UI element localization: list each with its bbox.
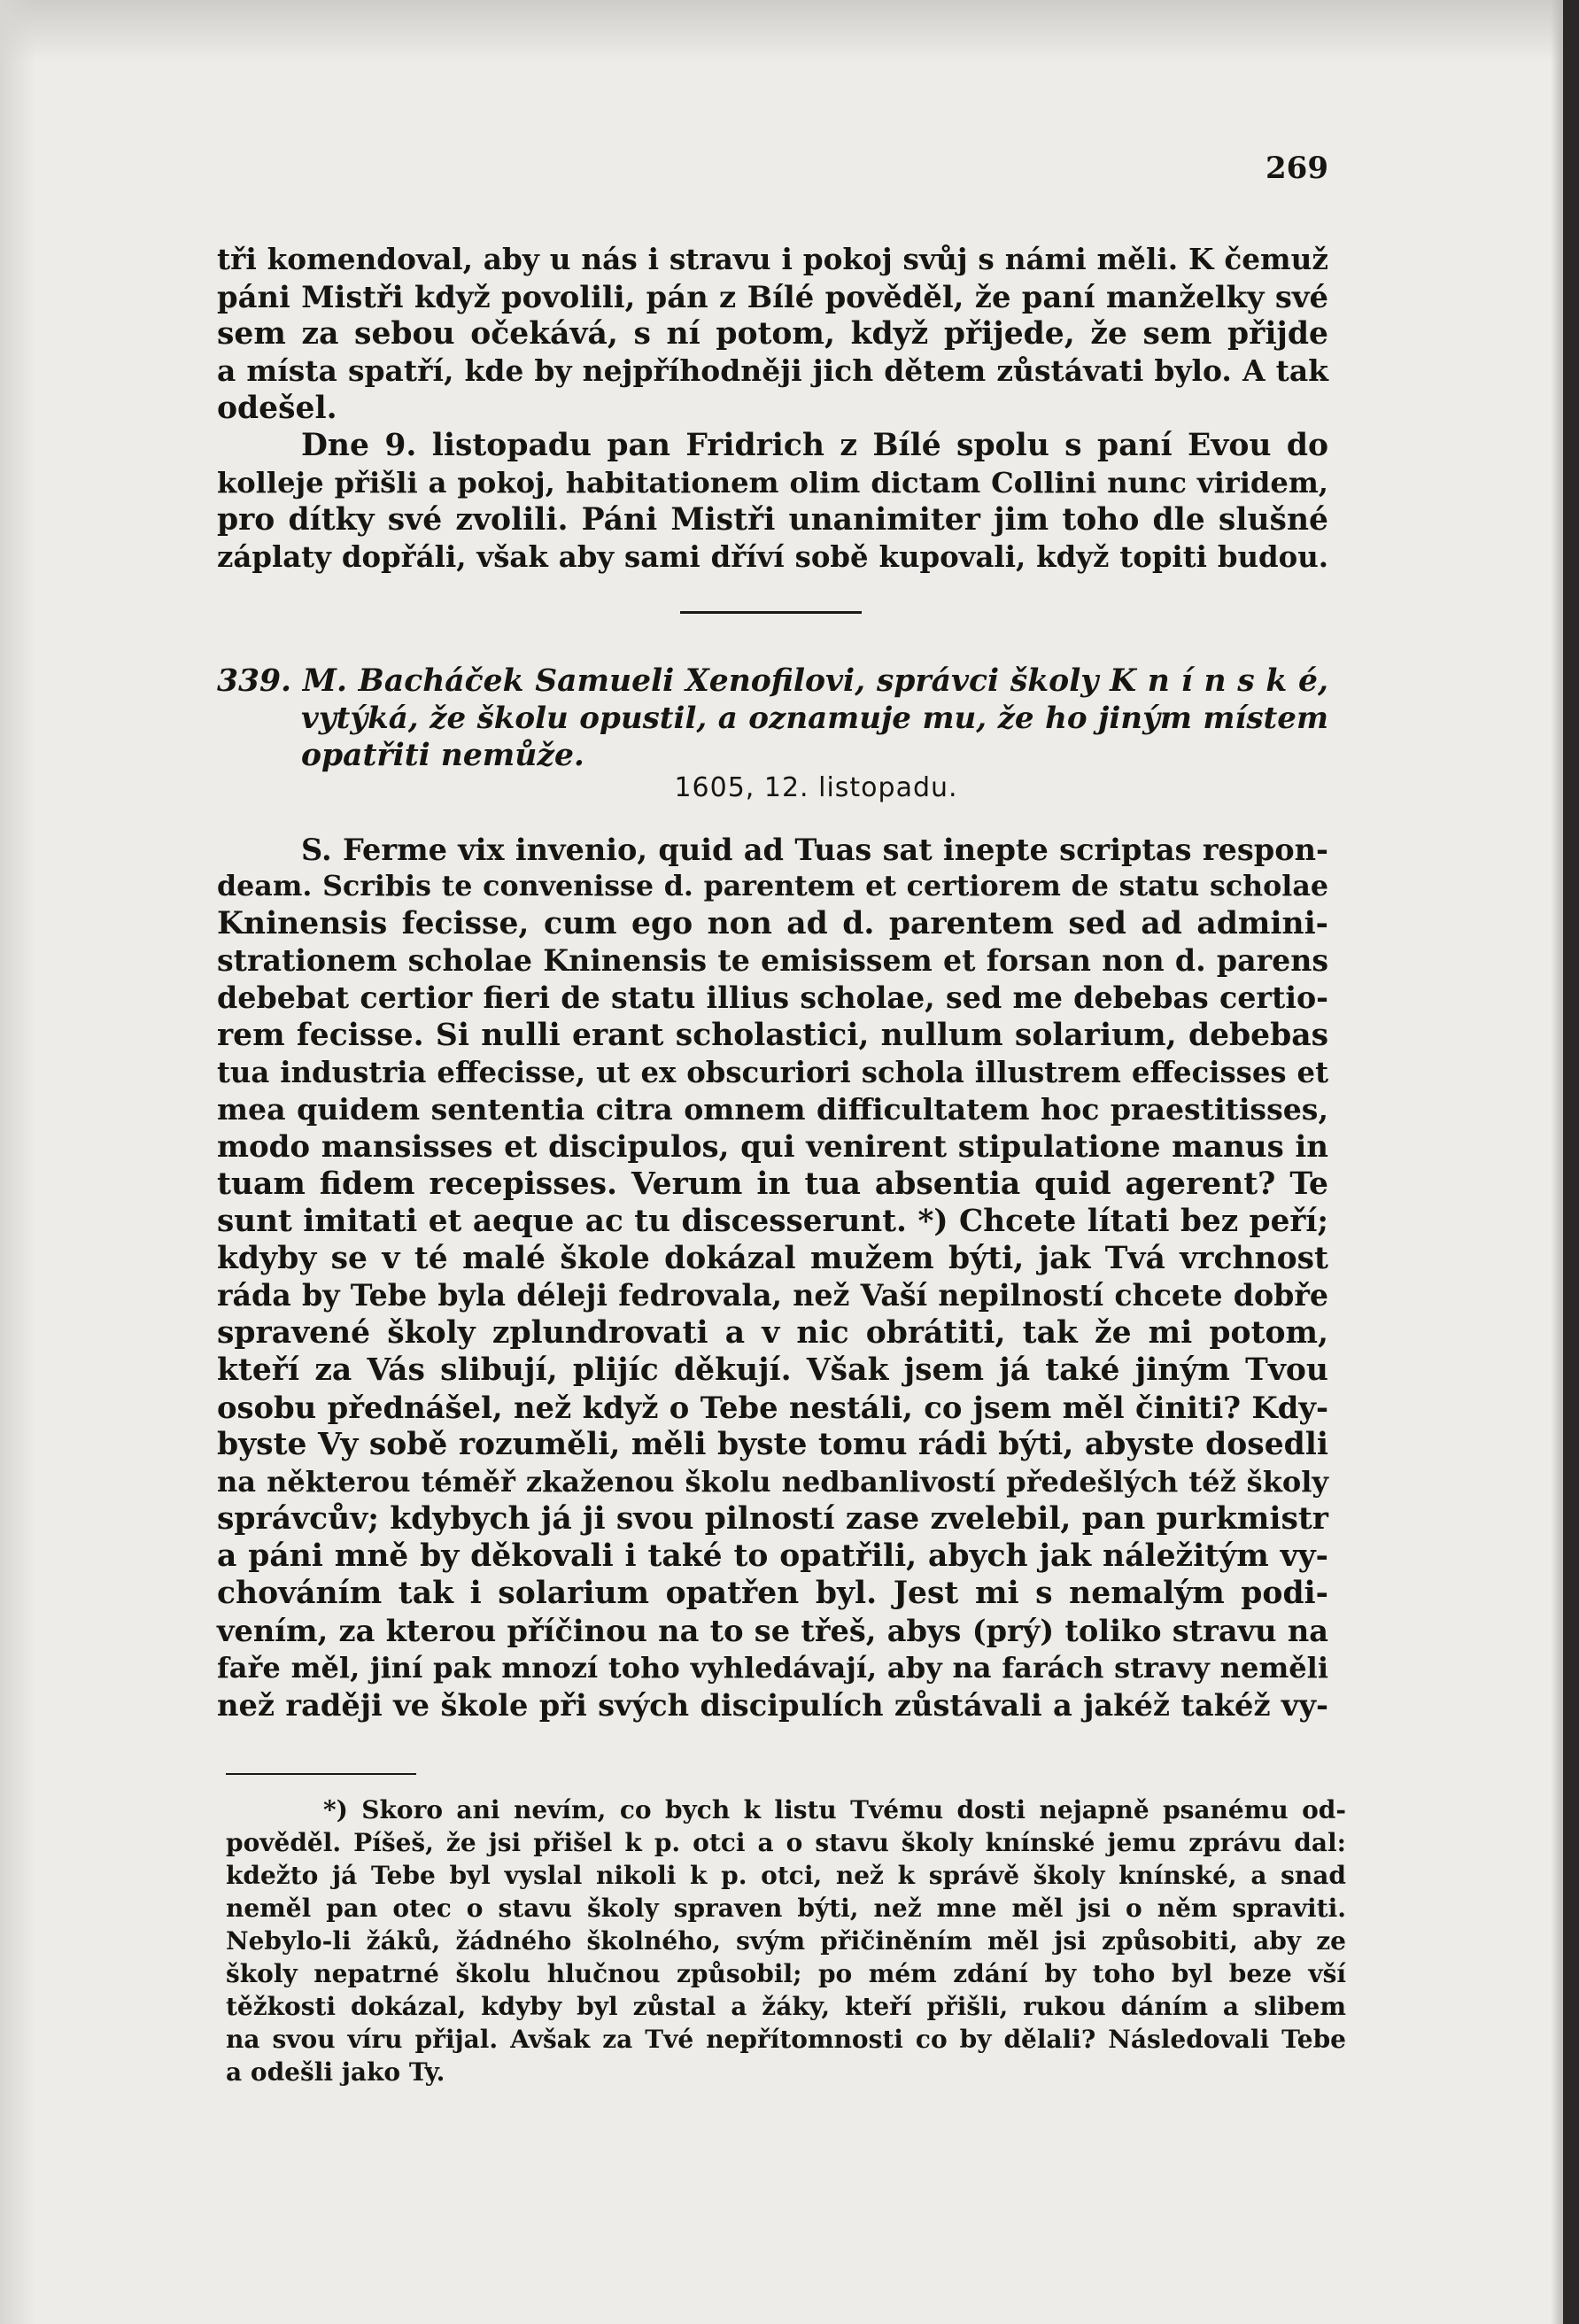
footnote-line: neměl pan otec o stavu školy spraven býti, než mne měl jsi o něm spraviti. xyxy=(226,1894,1346,1923)
text-line: S. Ferme vix invenio, quid ad Tuas sat inepte scriptas respon- xyxy=(301,832,1328,867)
heading-line: vytýká, že školu opustil, a oznamuje mu, že ho jiným místem xyxy=(301,701,1328,736)
text-line: tuam fidem recepisses. Verum in tua absentia quid agerent? Te xyxy=(217,1166,1328,1202)
footnote-line: *) Skoro ani nevím, co bych k listu Tvému dosti nejapně psanému od- xyxy=(323,1795,1346,1824)
footnote-divider xyxy=(226,1773,416,1775)
letter-date: 1605, 12. listopadu. xyxy=(674,772,958,803)
text-line: sem za sebou očekává, s ní potom, když přijede, že sem přijde xyxy=(217,316,1328,352)
text-line: a místa spatří, kde by nejpříhodněji jich dětem zůstávati bylo. A tak xyxy=(217,353,1328,388)
text-line: chováním tak i solarium opatřen byl. Jest mi s nemalým podi- xyxy=(217,1576,1328,1611)
page-number: 269 xyxy=(1266,151,1328,186)
footnote-line: na svou víru přijal. Avšak za Tvé nepřítomnosti co by dělali? Následovali Tebe xyxy=(226,2025,1346,2054)
text-line: mea quidem sententia citra omnem difficultatem hoc praestitisses, xyxy=(217,1092,1328,1127)
text-line: Dne 9. listopadu pan Fridrich z Bílé spolu s paní Evou do xyxy=(301,428,1328,463)
text-line: kolleje přišli a pokoj, habitationem olim dictam Collini nunc viridem, xyxy=(217,466,1328,500)
text-line: vením, za kterou příčinou na to se třeš, abys (prý) toliko stravu na xyxy=(217,1613,1328,1648)
footnote-line: těžkosti dokázal, kdyby byl zůstal a žáky, kteří přišli, rukou dáním a slibem xyxy=(226,1992,1346,2021)
text-line: spravené školy zplundrovati a v nic obrátiti, tak že mi potom, xyxy=(217,1315,1328,1351)
text-line: deam. Scribis te convenisse d. parentem et certiorem de statu scholae xyxy=(217,870,1328,902)
text-line: ráda by Tebe byla déleji fedrovala, než Vaší nepilností chcete dobře xyxy=(217,1278,1328,1313)
text-line: osobu přednášel, než když o Tebe nestáli, co jsem měl činiti? Kdy- xyxy=(217,1390,1328,1425)
text-line: debebat certior fieri de statu illius scholae, sed me debebas certio- xyxy=(217,980,1328,1015)
text-line: sunt imitati et aeque ac tu discesserunt. *) Chcete lítati bez peří; xyxy=(217,1204,1328,1239)
text-line: než raději ve škole při svých discipulích zůstávali a jakéž takéž vy- xyxy=(217,1687,1328,1723)
text-line: strationem scholae Kninensis te emisissem et forsan non d. parens xyxy=(217,943,1328,978)
footnote-line: a odešli jako Ty. xyxy=(226,2057,445,2087)
text-line: pro dítky své zvolili. Páni Mistři unanimiter jim toho dle slušné xyxy=(217,502,1328,538)
text-line: a páni mně by děkovali i také to opatřili, abych jak náležitým vy- xyxy=(217,1538,1328,1574)
scan-border-right xyxy=(1563,0,1579,2324)
scan-shadow-right xyxy=(1551,0,1563,2324)
text-line: rem fecisse. Si nulli erant scholastici, nullum solarium, debebas xyxy=(217,1018,1328,1053)
letter-body xyxy=(217,831,1328,1724)
text-line: modo mansisses et discipulos, qui venirent stipulatione manus in xyxy=(217,1129,1328,1165)
text-line: na některou téměř zkaženou školu nedbanlivostí předešlých též školy xyxy=(217,1465,1328,1499)
footnote xyxy=(226,1793,1346,2088)
text-line: správcův; kdybych já ji svou pilností zase zvelebil, pan purkmistr xyxy=(217,1501,1328,1537)
letter-heading xyxy=(217,662,1328,774)
footnote-line: školy nepatrné školu hlučnou způsobil; po mém zdání by toho byl beze vší xyxy=(226,1959,1346,1988)
text-line: kdyby se v té malé škole dokázal mužem býti, jak Tvá vrchnost xyxy=(217,1241,1328,1276)
scan-shadow-top xyxy=(0,0,1579,62)
text-line: odešel. xyxy=(217,391,337,426)
text-line: tři komendoval, aby u nás i stravu i pokoj svůj s námi měli. K čemuž xyxy=(217,242,1328,276)
text-line: Kninensis fecisse, cum ego non ad d. parentem sed ad admini- xyxy=(217,906,1328,941)
continuation-paragraph xyxy=(217,241,1328,427)
scan-shadow-left xyxy=(0,0,35,2324)
text-line: páni Mistři když povolili, pán z Bílé pověděl, že paní manželky své xyxy=(217,279,1328,314)
text-line: kteří za Vás slibují, plijíc děkují. Však jsem já také jiným Tvou xyxy=(217,1352,1328,1388)
heading-line: opatřiti nemůže. xyxy=(301,738,584,773)
text-line: byste Vy sobě rozuměli, měli byste tomu rádi býti, abyste dosedli xyxy=(217,1427,1328,1462)
heading-line: 339. M. Bacháček Samueli Xenofilovi, správci školy K n í n s k é, xyxy=(217,663,1328,699)
footnote-line: Nebylo-li žáků, žádného školného, svým přičiněním měl jsi způsobiti, aby ze xyxy=(226,1926,1346,1956)
text-line: tua industria effecisse, ut ex obscuriori schola illustrem effecisses et xyxy=(217,1056,1328,1089)
section-divider xyxy=(680,611,862,614)
paragraph-dne xyxy=(217,427,1328,576)
footnote-line: kdežto já Tebe byl vyslal nikoli k p. otci, než k správě školy knínské, a snad xyxy=(226,1861,1346,1890)
text-line: faře měl, jiní pak mnozí toho vyhledávají, aby na farách stravy neměli xyxy=(217,1651,1328,1685)
footnote-line: pověděl. Píšeš, že jsi přišel k p. otci a o stavu školy knínské jemu zprávu dal: xyxy=(226,1828,1346,1857)
text-line: záplaty dopřáli, však aby sami dříví sobě kupovali, když topiti budou. xyxy=(217,540,1328,574)
